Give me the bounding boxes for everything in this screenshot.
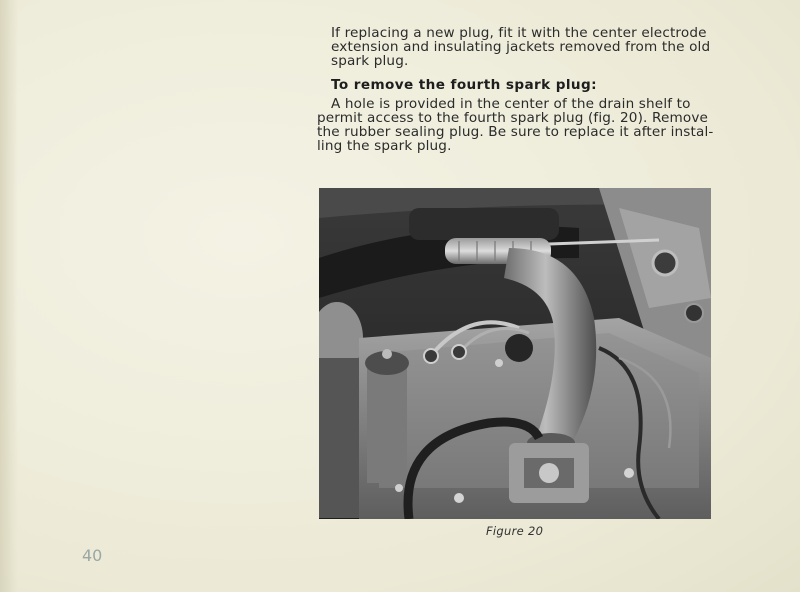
text-line: If replacing a new plug, fit it with the center electrode xyxy=(331,25,707,41)
section-heading: To remove the fourth spark plug: xyxy=(331,77,597,93)
text-line: the rubber sealing plug. Be sure to replace it after instal- xyxy=(317,124,714,140)
page-number: 40 xyxy=(82,546,103,565)
paragraph-fourth-plug xyxy=(317,97,727,153)
text-line: ling the spark plug. xyxy=(317,138,452,154)
text-line: extension and insulating jackets removed from the old xyxy=(331,39,711,55)
figure-caption: Figure 20 xyxy=(486,524,544,538)
page-fold-shadow xyxy=(0,0,18,592)
body-text xyxy=(317,26,727,153)
text-line: permit access to the fourth spark plug (fig. 20). Remove xyxy=(317,110,709,126)
text-line: A hole is provided in the center of the drain shelf to xyxy=(331,96,691,112)
paragraph-replacing-plug xyxy=(317,26,727,68)
engine-photo xyxy=(319,188,711,519)
text-line: spark plug. xyxy=(331,53,409,69)
